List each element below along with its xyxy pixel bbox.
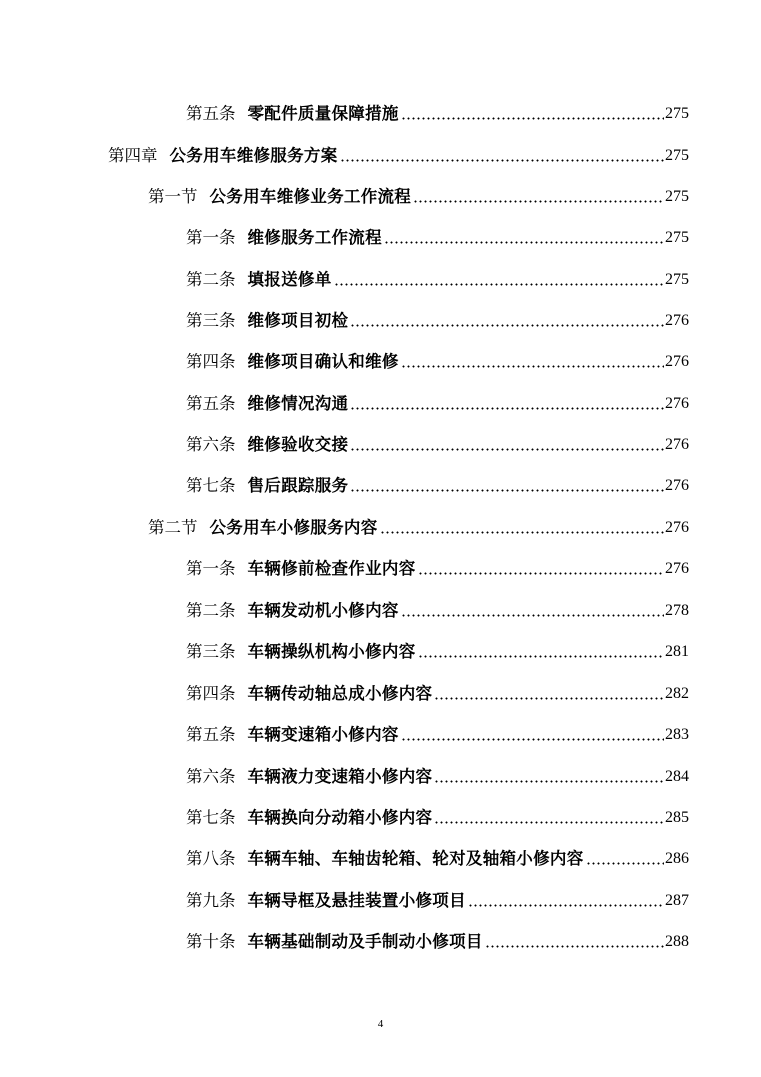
- toc-dot-leader: [350, 448, 664, 451]
- toc-dot-leader: [401, 738, 664, 741]
- toc-entry[interactable]: [148, 181, 689, 207]
- toc-entry-number: 第八条: [186, 849, 236, 868]
- toc-dot-leader: [413, 200, 664, 203]
- toc-entry[interactable]: [186, 429, 689, 455]
- toc-entry-title: 车辆车轴、车轴齿轮箱、轮对及轴箱小修内容: [247, 849, 584, 868]
- toc-entry[interactable]: [186, 678, 689, 704]
- toc-entry-number: 第七条: [186, 476, 236, 495]
- toc-entry-number: 第四条: [186, 684, 236, 703]
- toc-entry-page: 276: [665, 436, 689, 453]
- toc-entry[interactable]: [148, 512, 689, 538]
- toc-entry[interactable]: [186, 222, 689, 248]
- toc-dot-leader: [384, 241, 664, 244]
- toc-entry-page: 275: [665, 229, 689, 246]
- toc-entry-title: 维修情况沟通: [247, 394, 349, 413]
- toc-entry-title: 车辆液力变速箱小修内容: [247, 767, 433, 786]
- toc-entry-title: 维修项目确认和维修: [247, 352, 399, 371]
- toc-dot-leader: [434, 697, 664, 700]
- toc-entry-page: 278: [665, 602, 689, 619]
- page-number: 4: [377, 1018, 384, 1030]
- toc-entry[interactable]: [186, 636, 689, 662]
- toc-dot-leader: [434, 780, 664, 783]
- toc-entry-number: 第三条: [186, 642, 236, 661]
- toc-entry[interactable]: [186, 761, 689, 787]
- toc-entry-page: 276: [665, 395, 689, 412]
- toc-entry-number: 第二条: [186, 270, 236, 289]
- toc-entry-page: 275: [665, 105, 689, 122]
- toc-entry-page: 284: [665, 768, 689, 785]
- toc-entry-page: 285: [665, 809, 689, 826]
- toc-entry-page: 282: [665, 685, 689, 702]
- toc-entry-number: 第一条: [186, 559, 236, 578]
- toc-dot-leader: [418, 572, 665, 575]
- toc-entry[interactable]: [186, 346, 689, 372]
- toc-entry-page: 276: [665, 312, 689, 329]
- toc-entry[interactable]: [186, 926, 689, 952]
- toc-entry[interactable]: [186, 264, 689, 290]
- toc-entry-number: 第七条: [186, 808, 236, 827]
- toc-entry-title: 公务用车小修服务内容: [209, 518, 378, 537]
- toc-entry-number: 第六条: [186, 767, 236, 786]
- toc-entry-title: 车辆导框及悬挂装置小修项目: [247, 891, 466, 910]
- toc-entry-number: 第四章: [108, 146, 158, 165]
- toc-entry-page: 288: [665, 933, 689, 950]
- toc-dot-leader: [586, 862, 665, 865]
- toc-entry-title: 车辆基础制动及手制动小修项目: [247, 932, 483, 951]
- toc-entry-title: 车辆传动轴总成小修内容: [247, 684, 433, 703]
- toc-entry-page: 286: [665, 850, 689, 867]
- toc-entry-number: 第一节: [148, 187, 198, 206]
- toc-dot-leader: [334, 283, 665, 286]
- toc-entry-page: 283: [665, 726, 689, 743]
- toc-entry[interactable]: [186, 305, 689, 331]
- toc-entry-title: 零配件质量保障措施: [247, 104, 399, 123]
- toc-entry-title: 公务用车维修服务方案: [169, 146, 338, 165]
- toc-entry-page: 281: [665, 643, 689, 660]
- toc-dot-leader: [350, 324, 664, 327]
- toc-entry-title: 车辆变速箱小修内容: [247, 725, 399, 744]
- toc-entry-number: 第十条: [186, 932, 236, 951]
- toc-entry-number: 第六条: [186, 435, 236, 454]
- toc-entry[interactable]: [186, 843, 689, 869]
- toc-dot-leader: [350, 407, 664, 410]
- toc-entry-number: 第五条: [186, 725, 236, 744]
- toc-entry-title: 车辆修前检查作业内容: [247, 559, 416, 578]
- toc-entry[interactable]: [186, 388, 689, 414]
- toc-entry-title: 公务用车维修业务工作流程: [209, 187, 412, 206]
- toc-entry-number: 第九条: [186, 891, 236, 910]
- toc-entry[interactable]: [186, 719, 689, 745]
- toc-dot-leader: [350, 489, 664, 492]
- toc-dot-leader: [340, 159, 665, 162]
- toc-entry-page: 276: [665, 477, 689, 494]
- toc-entry[interactable]: [186, 595, 689, 621]
- toc-dot-leader: [434, 821, 664, 824]
- toc-entry[interactable]: [108, 140, 689, 166]
- toc-entry-number: 第三条: [186, 311, 236, 330]
- toc-entry-number: 第四条: [186, 352, 236, 371]
- toc-entry-title: 维修验收交接: [247, 435, 349, 454]
- toc-entry-page: 276: [665, 519, 689, 536]
- toc-entry-number: 第二条: [186, 601, 236, 620]
- toc-entry[interactable]: [186, 885, 689, 911]
- toc-entry-number: 第五条: [186, 104, 236, 123]
- toc-entry-number: 第一条: [186, 228, 236, 247]
- toc-entry-page: 276: [665, 353, 689, 370]
- toc-dot-leader: [418, 655, 665, 658]
- toc-entry-title: 车辆操纵机构小修内容: [247, 642, 416, 661]
- toc-entry-title: 填报送修单: [247, 270, 332, 289]
- toc-dot-leader: [468, 904, 664, 907]
- toc-entry-number: 第五条: [186, 394, 236, 413]
- toc-dot-leader: [401, 117, 664, 120]
- toc-entry-page: 287: [665, 892, 689, 909]
- toc-entry[interactable]: [186, 553, 689, 579]
- toc-entry-title: 车辆发动机小修内容: [247, 601, 399, 620]
- toc-entry-title: 维修服务工作流程: [247, 228, 382, 247]
- toc-dot-leader: [485, 945, 664, 948]
- toc-dot-leader: [401, 614, 664, 617]
- toc-entry-title: 车辆换向分动箱小修内容: [247, 808, 433, 827]
- toc-dot-leader: [380, 531, 665, 534]
- toc-entry[interactable]: [186, 802, 689, 828]
- toc-entry-page: 276: [665, 560, 689, 577]
- toc-dot-leader: [401, 365, 664, 368]
- toc-entry-page: 275: [665, 147, 689, 164]
- toc-entry-number: 第二节: [148, 518, 198, 537]
- toc-entry-page: 275: [665, 271, 689, 288]
- toc-entry[interactable]: [186, 98, 689, 124]
- toc-entry-title: 售后跟踪服务: [247, 476, 349, 495]
- toc-entry-title: 维修项目初检: [247, 311, 349, 330]
- toc-entry-page: 275: [665, 188, 689, 205]
- toc-entry[interactable]: [186, 470, 689, 496]
